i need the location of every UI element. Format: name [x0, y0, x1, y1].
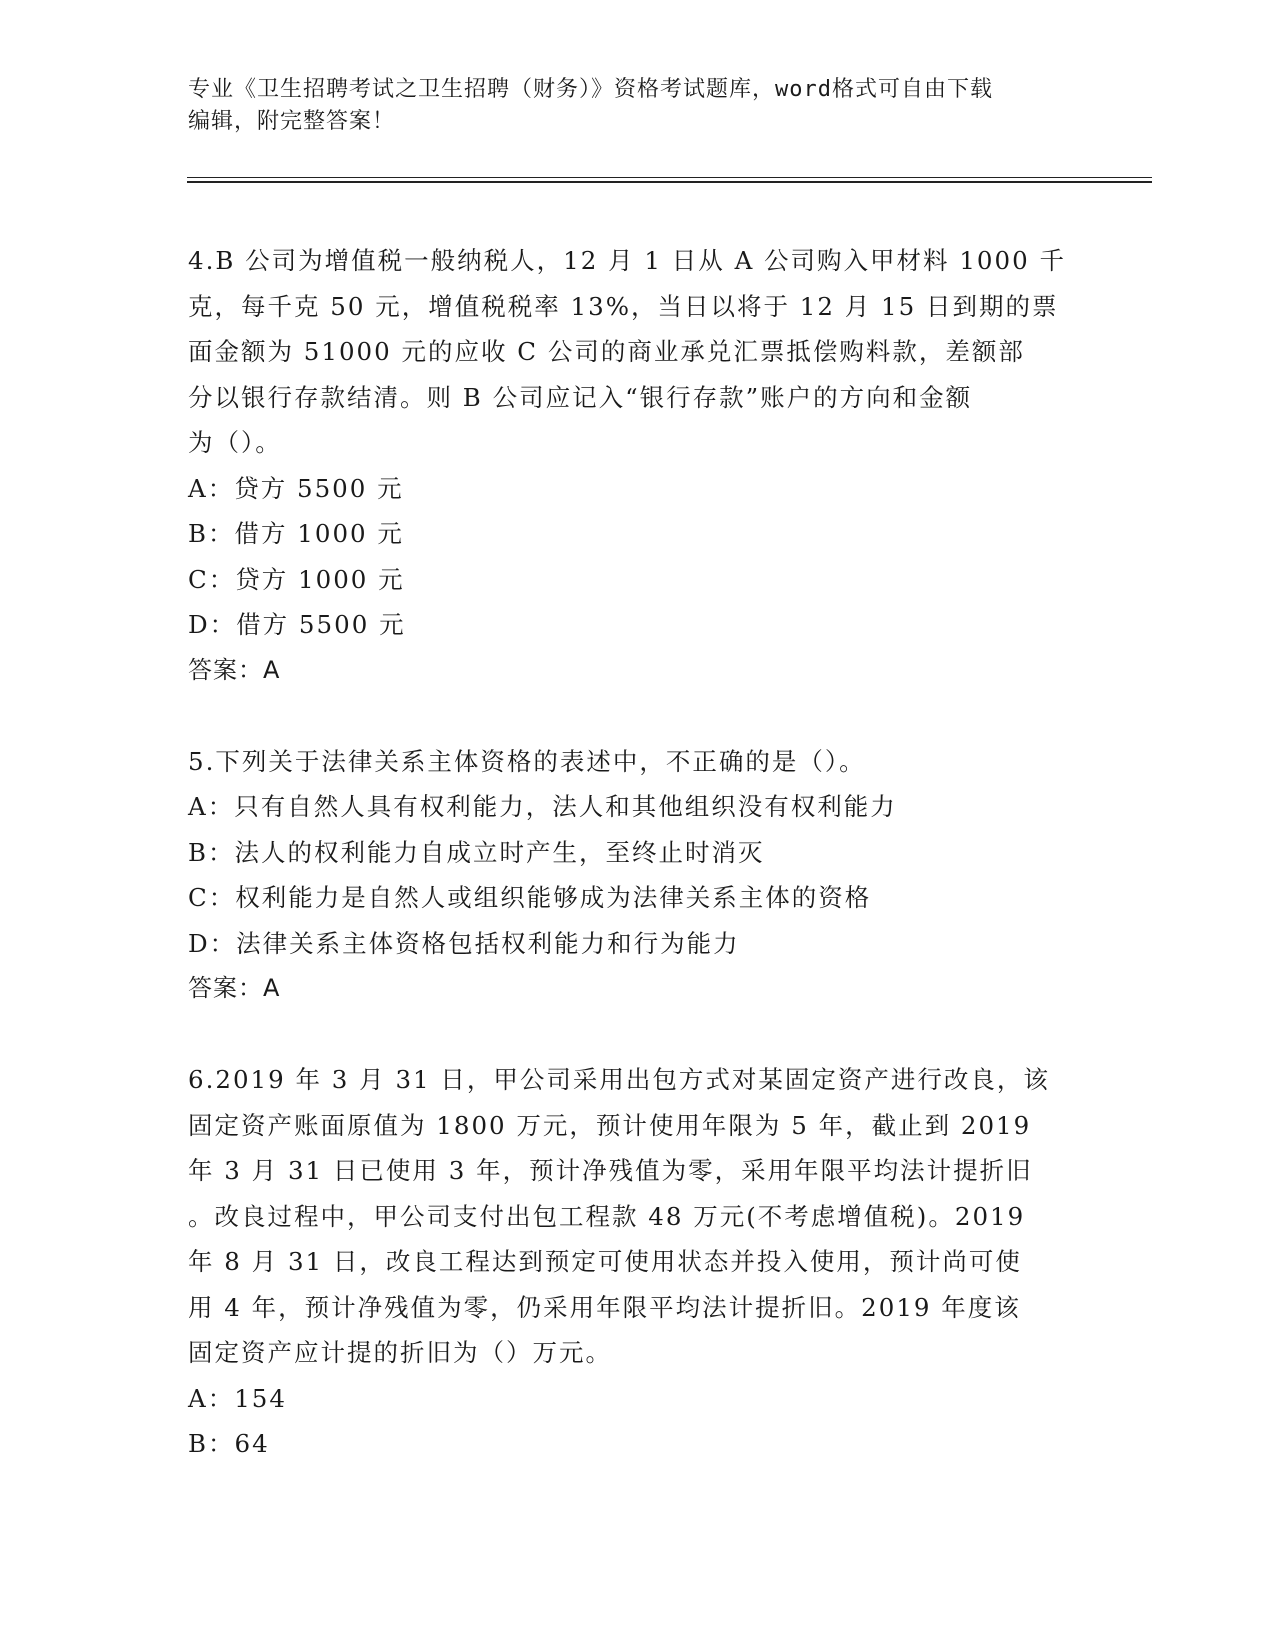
question-text-line: 6.2019 年 3 月 31 日，甲公司采用出包方式对某固定资产进行改良，该 — [188, 1065, 1050, 1094]
question-text-line: 用 4 年，预计净残值为零，仍采用年限平均法计提折旧。2019 年度该 — [188, 1292, 1021, 1322]
option-a: A：154 — [188, 1383, 287, 1413]
option-b: B：64 — [188, 1429, 270, 1458]
option-c: C：贷方 1000 元 — [188, 564, 405, 594]
question-text-line: 。改良过程中，甲公司支付出包工程款 48 万元(不考虑增值税)。2019 — [188, 1201, 1026, 1231]
option-d: D：法律关系主体资格包括权利能力和行为能力 — [188, 928, 740, 958]
question-text-line: 4.B 公司为增值税一般纳税人，12 月 1 日从 A 公司购入甲材料 1000 千 — [188, 246, 1066, 275]
question-spacer — [188, 1012, 1088, 1058]
answer-label: 答案：A — [188, 974, 281, 1002]
answer-label: 答案：A — [188, 655, 281, 684]
question-text-line: 固定资产应计提的折旧为（）万元。 — [188, 1338, 612, 1367]
option-b: B：借方 1000 元 — [188, 519, 404, 548]
question-5 — [188, 739, 1088, 1012]
question-text-line: 年 8 月 31 日，改良工程达到预定可使用状态并投入使用，预计尚可使 — [188, 1247, 1022, 1276]
question-text-line: 5.下列关于法律关系主体资格的表述中，不正确的是（）。 — [188, 746, 866, 776]
header-line-1: 专业《卫生招聘考试之卫生招聘（财务）》资格考试题库，word格式可自由下载 — [188, 77, 993, 102]
header-rule-thin — [187, 177, 1152, 178]
question-text-line: 为（）。 — [188, 428, 282, 457]
option-c: C：权利能力是自然人或组织能够成为法律关系主体的资格 — [188, 883, 872, 912]
question-spacer — [188, 693, 1088, 739]
question-text-line: 年 3 月 31 日已使用 3 年，预计净残值为零，采用年限平均法计提折旧 — [188, 1156, 1033, 1185]
option-b: B：法人的权利能力自成立时产生，至终止时消灭 — [188, 837, 765, 867]
option-a: A：贷方 5500 元 — [188, 473, 404, 503]
header-rule-thick — [187, 181, 1152, 183]
question-list — [188, 238, 1088, 1467]
header-line-2: 编辑，附完整答案！ — [188, 109, 396, 134]
option-d: D：借方 5500 元 — [188, 610, 406, 639]
question-6 — [188, 1057, 1088, 1467]
question-text-line: 固定资产账面原值为 1800 万元，预计使用年限为 5 年，截止到 2019 — [188, 1110, 1032, 1140]
option-a: A：只有自然人具有权利能力，法人和其他组织没有权利能力 — [188, 792, 897, 821]
question-text-line: 分以银行存款结清。则 B 公司应记入“银行存款”账户的方向和金额 — [188, 382, 973, 412]
document-header — [188, 74, 1068, 138]
question-text-line: 克，每千克 50 元，增值税税率 13%，当日以将于 12 月 15 日到期的票 — [188, 291, 1059, 321]
question-4 — [188, 238, 1088, 693]
question-text-line: 面金额为 51000 元的应收 C 公司的商业承兑汇票抵偿购料款，差额部 — [188, 337, 1025, 366]
